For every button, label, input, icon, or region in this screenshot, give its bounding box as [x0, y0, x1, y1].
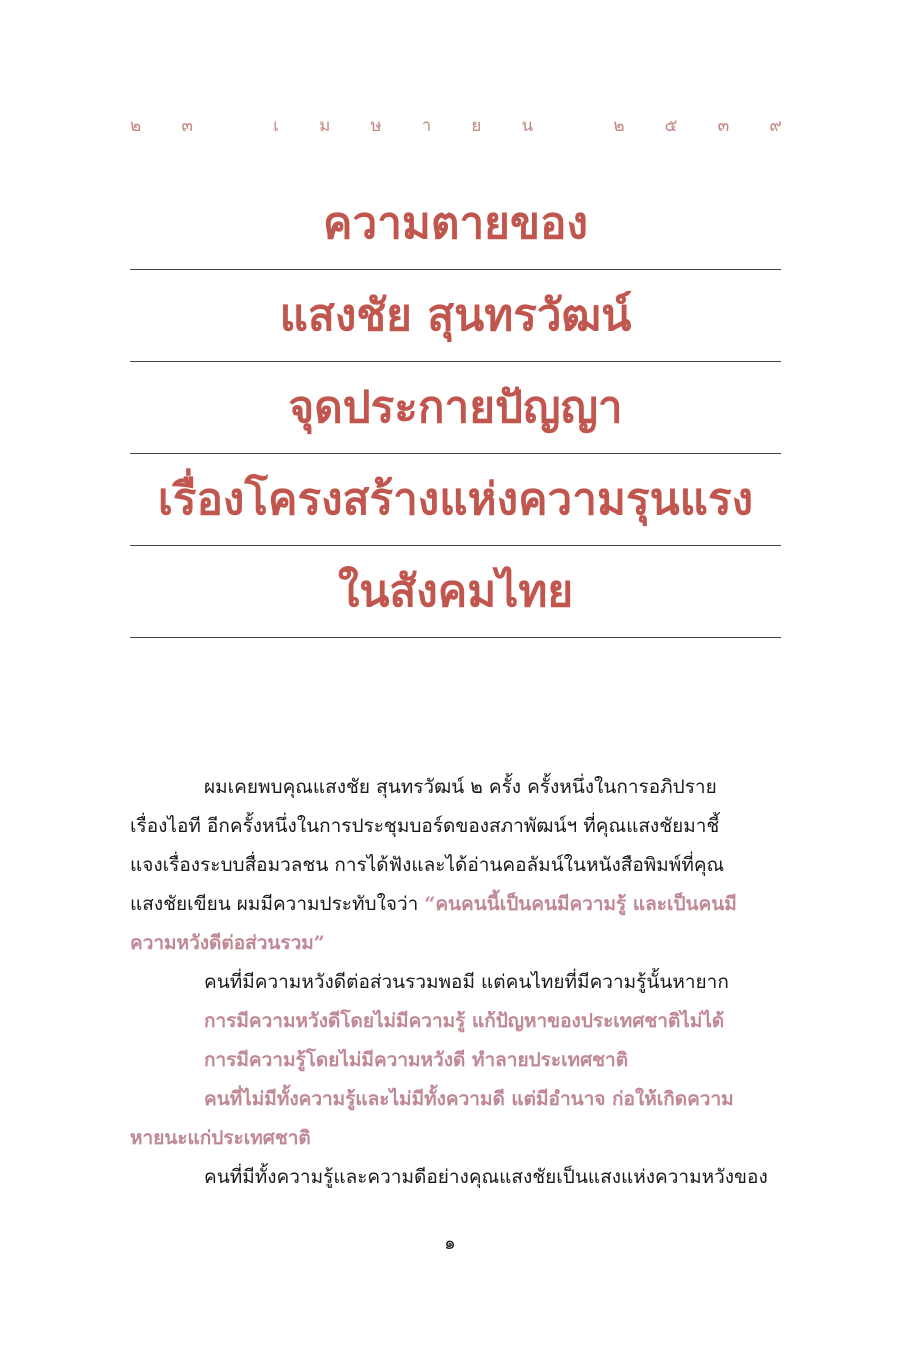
text-line: แจงเรื่องระบบสื่อมวลชน การได้ฟังและได้อ่านคอลัมน์ในหนังสือพิมพ์ที่คุณ — [130, 854, 725, 876]
date-char: ๒ — [130, 116, 142, 136]
paragraph-5 — [130, 1080, 782, 1158]
text-line: คนที่มีทั้งความรู้และความดีอย่างคุณแสงชัยเป็นแสงแห่งความหวังของ — [204, 1166, 768, 1188]
highlighted-text: การมีความรู้โดยไม่มีความหวังดี ทำลายประเทศชาติ — [204, 1049, 629, 1071]
paragraph-2 — [130, 963, 782, 1002]
text-segment: แสงชัยเขียน ผมมีความประทับใจว่า — [130, 893, 425, 915]
title-line-1: ความตายของ — [130, 178, 781, 270]
highlighted-text: หายนะแก่ประเทศชาติ — [130, 1127, 311, 1149]
text-line: คนที่มีความหวังดีต่อส่วนรวมพอมี แต่คนไทยที่มีความรู้นั้นหายาก — [204, 971, 729, 993]
date-char: ๒ — [613, 116, 625, 136]
highlighted-quote: ความหวังดีต่อส่วนรวม” — [130, 932, 325, 954]
body-text — [130, 768, 782, 1197]
paragraph-3 — [130, 1002, 782, 1041]
highlighted-text: คนที่ไม่มีทั้งความรู้และไม่มีทั้งความดี แต่มีอำนาจ ก่อให้เกิดความ — [204, 1088, 734, 1110]
highlighted-text: การมีความหวังดีโดยไม่มีความรู้ แก้ปัญหาของประเทศชาติไม่ได้ — [204, 1010, 725, 1032]
date-char: ๓ — [181, 116, 193, 136]
date-char: น — [521, 116, 534, 136]
highlighted-quote: “คนคนนี้เป็นคนมีความรู้ และเป็นคนมี — [424, 893, 737, 915]
title-line-2: แสงชัย สุนทรวัฒน์ — [130, 270, 781, 362]
text-line — [130, 885, 782, 924]
text-line: ผมเคยพบคุณแสงชัย สุนทรวัฒน์ ๒ ครั้ง ครั้งหนึ่งในการอภิปราย — [204, 776, 717, 798]
date-char: ย — [471, 116, 482, 136]
date-char: ๓ — [717, 116, 730, 136]
date-char: เ — [273, 116, 279, 136]
title-line-4: เรื่องโครงสร้างแห่งความรุนแรง — [130, 454, 781, 546]
page-number: ๑ — [444, 1233, 456, 1254]
date-char: ม — [319, 116, 331, 136]
paragraph-1 — [130, 768, 782, 963]
paragraph-6 — [130, 1158, 782, 1197]
date-char: ษ — [370, 116, 382, 136]
date-header — [130, 112, 782, 139]
date-char: ๙ — [769, 116, 782, 136]
paragraph-4 — [130, 1041, 782, 1080]
chapter-title — [130, 178, 781, 638]
date-char: ๕ — [664, 116, 678, 136]
title-line-5: ในสังคมไทย — [130, 546, 781, 638]
title-line-3: จุดประกายปัญญา — [130, 362, 781, 454]
text-line: เรื่องไอที อีกครั้งหนึ่งในการประชุมบอร์ดของสภาพัฒน์ฯ ที่คุณแสงชัยมาชี้ — [130, 815, 720, 837]
date-char: า — [421, 116, 432, 136]
